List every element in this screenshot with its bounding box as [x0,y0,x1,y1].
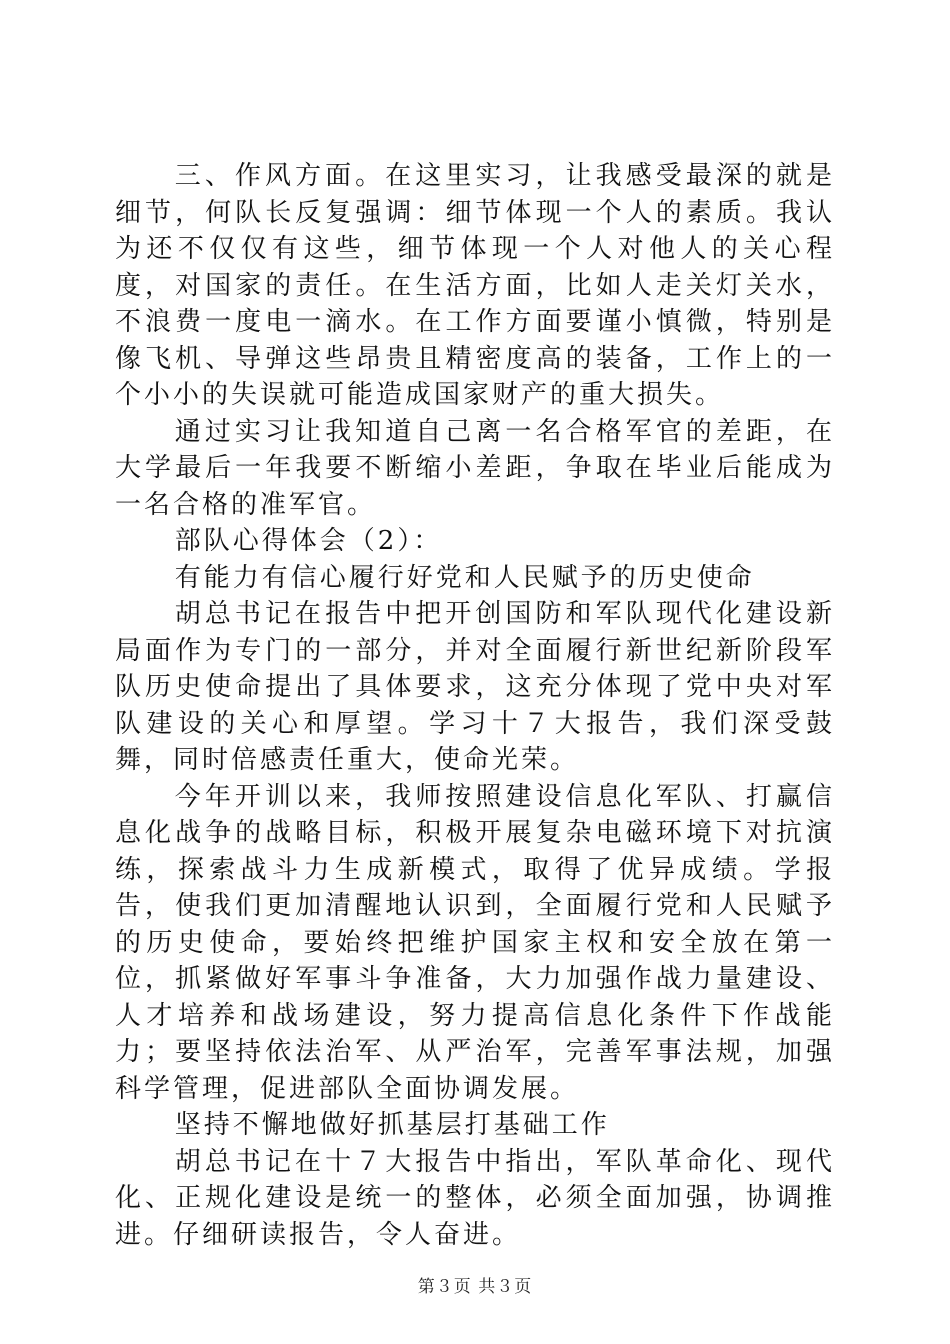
page-number: 第３页 共３页 [417,1277,533,1297]
paragraph-report-mission: 胡总书记在报告中把开创国防和军队现代化建设新局面作为专门的一部分，并对全面履行新世纪新阶段军队历史使命提出了具体要求，这充分体现了党中央对军队建设的关心和厚望。学习十７大报告，我们深受鼓舞，同时倍感责任重大，使命光荣。 [115,599,835,775]
paragraph-report-grassroots: 胡总书记在十７大报告中指出，军队革命化、现代化、正规化建设是统一的整体，必须全面加强，协调推进。仔细研读报告，令人奋进。 [115,1146,835,1250]
document-body [115,158,835,1253]
section-heading: 部队心得体会（2）： [174,526,443,556]
subheading-grassroots: 坚持不懈地做好抓基层打基础工作 [174,1110,610,1140]
paragraph-work-style: 三、作风方面。在这里实习，让我感受最深的就是细节，何队长反复强调：细节体现一个人的素质。我认为还不仅仅有这些，细节体现一个人对他人的关心程度，对国家的责任。在生活方面，比如人走关灯关水，不浪费一度电一滴水。在工作方面要谨小慎微，特别是像飞机、导弹这些昂贵且精密度高的装备，工作上的一个小小的失误就可能造成国家财产的重大损失。 [115,161,835,410]
subheading-mission: 有能力有信心履行好党和人民赋予的历史使命 [174,562,755,593]
paragraph-internship-gap: 通过实习让我知道自己离一名合格军官的差距，在大学最后一年我要不断缩小差距，争取在毕业后能成为一名合格的准军官。 [115,416,835,520]
paragraph-training: 今年开训以来，我师按照建设信息化军队、打赢信息化战争的战略目标，积极开展复杂电磁环境下对抗演练，探索战斗力生成新模式，取得了优异成绩。学报告，使我们更加清醒地认识到，全面履行党和人民赋予的历史使命，要始终把维护国家主权和安全放在第一位，抓紧做好军事斗争准备，大力加强作战力量建设、人才培养和战场建设，努力提高信息化条件下作战能力；要坚持依法治军、从严治军，完善军事法规，加强科学管理，促进部队全面协调发展。 [115,781,835,1104]
